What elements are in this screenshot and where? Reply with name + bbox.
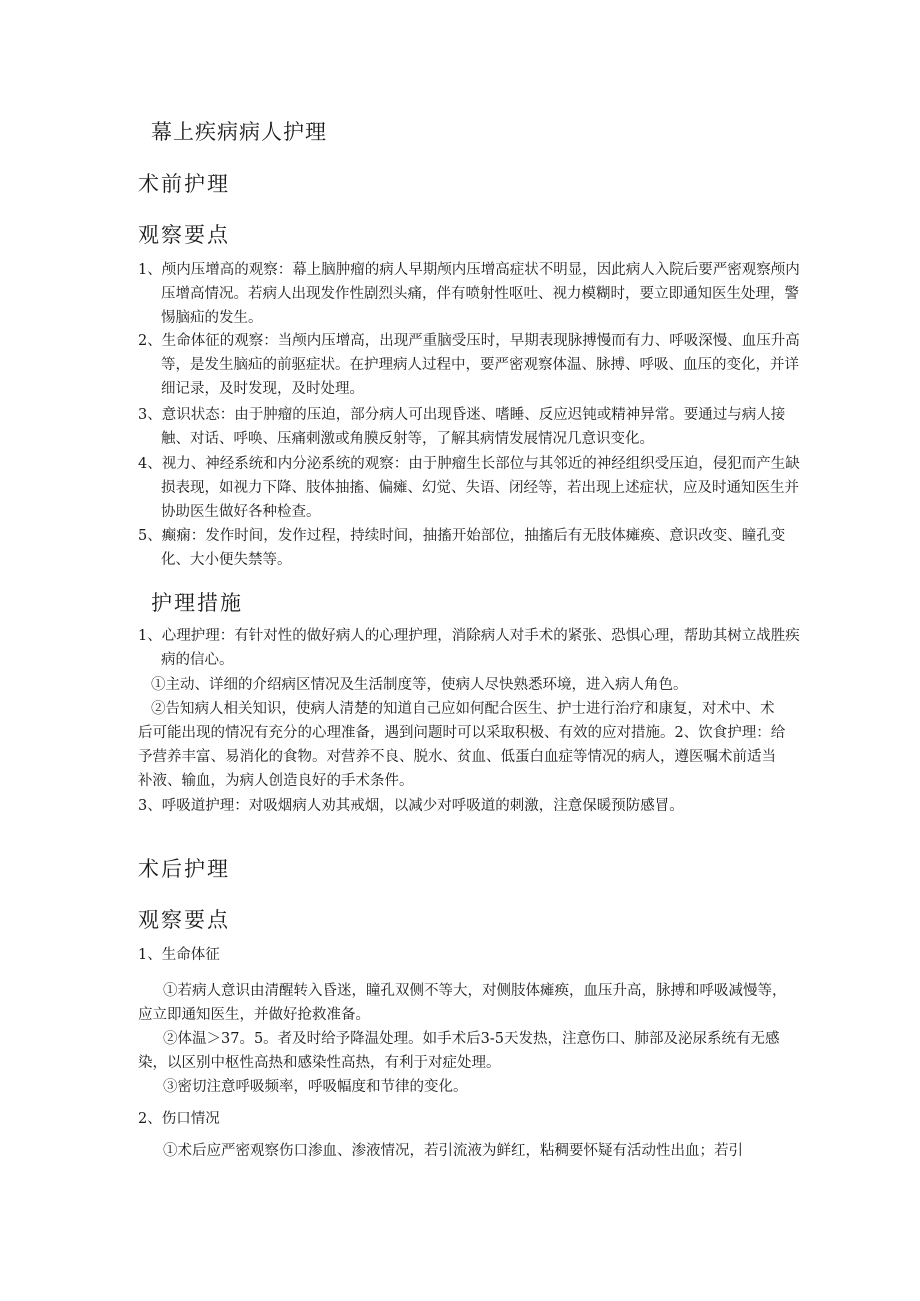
wound-item-1: ①术后应严密观察伤口渗血、渗液情况，若引流液为鲜红，粘稠要怀疑有活动性出血；若引 bbox=[163, 1143, 743, 1159]
preop-observe-item-2: 2、生命体征的观察：当颅内压增高，出现严重脑受压时，早期表现脉搏慢而有力、呼吸深慢、血压升高等，是发生脑疝的前驱症状。在护理病人过程中，要严密观察体温、脉搏、呼吸、血压的变化，并详细记录，及时发现，及时处理。 bbox=[138, 333, 800, 397]
measures-item-1: 1、心理护理：有针对性的做好病人的心理护理，消除病人对手术的紧张、恐惧心理，帮助其树立战胜疾病的信心。 bbox=[138, 628, 800, 668]
page-title: 幕上疾病病人护理 bbox=[151, 120, 327, 144]
measures-item-1b: ②告知病人相关知识，使病人清楚的知道自己应如何配合医生、护士进行治疗和康复，对术中、术后可能出现的情况有充分的心理准备，遇到问题时可以采取积极、有效的应对措施。2、饮食护理：给予营养丰富、易消化的食物。对营养不良、脱水、贫血、低蛋白血症等情况的病人，遵医嘱术前适当补液、输血，为病人创造良好的手术条件。 bbox=[138, 701, 786, 789]
postop-heading: 术后护理 bbox=[138, 857, 230, 881]
wound-heading: 2、伤口情况 bbox=[138, 1111, 220, 1127]
preop-observe-item-1: 1、颅内压增高的观察：幕上脑肿瘤的病人早期颅内压增高症状不明显，因此病人入院后要严密观察颅内压增高情况。若病人出现发作性剧烈头痛，伴有喷射性呕吐、视力模糊时，要立即通知医生处理，警惕脑疝的发生。 bbox=[138, 262, 800, 326]
postop-observe-heading: 观察要点 bbox=[138, 908, 230, 932]
preop-observe-item-4: 4、视力、神经系统和内分泌系统的观察：由于肿瘤生长部位与其邻近的神经组织受压迫，侵犯而产生缺损表现，如视力下降、肢体抽搐、偏瘫、幻觉、失语、闭经等，若出现上述症状，应及时通知医生并协助医生做好各种检查。 bbox=[138, 456, 800, 520]
measures-item-3: 3、呼吸道护理：对吸烟病人劝其戒烟，以减少对呼吸道的刺激，注意保暖预防感冒。 bbox=[138, 798, 684, 814]
vital-signs-item-2: ②体温＞37。5。者及时给予降温处理。如手术后3-5天发热，注意伤口、肺部及泌尿系统有无感染，以区别中枢性高热和感染性高热，有利于对症处理。 bbox=[138, 1031, 780, 1071]
preop-measures-heading: 护理措施 bbox=[151, 591, 243, 615]
preop-observe-item-3: 3、意识状态：由于肿瘤的压迫，部分病人可出现昏迷、嗜睡、反应迟钝或精神异常。要通过与病人接触、对话、呼唤、压痛刺激或角膜反射等，了解其病情发展情况几意识变化。 bbox=[138, 407, 786, 447]
vital-signs-heading: 1、生命体征 bbox=[138, 947, 220, 963]
vital-signs-item-1: ①若病人意识由清醒转入昏迷，瞳孔双侧不等大，对侧肢体瘫痪，血压升高，脉搏和呼吸减慢等，应立即通知医生，并做好抢救准备。 bbox=[138, 983, 787, 1023]
measures-item-1a: ①主动、详细的介绍病区情况及生活制度等，使病人尽快熟悉环境，进入病人角色。 bbox=[151, 677, 688, 693]
preop-observe-item-5: 5、癫痫：发作时间，发作过程，持续时间，抽搐开始部位，抽搐后有无肢体瘫痪、意识改变、瞳孔变化、大小便失禁等。 bbox=[138, 528, 786, 568]
vital-signs-item-3: ③密切注意呼吸频率，呼吸幅度和节律的变化。 bbox=[163, 1079, 468, 1095]
preop-heading: 术前护理 bbox=[138, 172, 230, 196]
preop-observe-heading: 观察要点 bbox=[138, 223, 230, 247]
